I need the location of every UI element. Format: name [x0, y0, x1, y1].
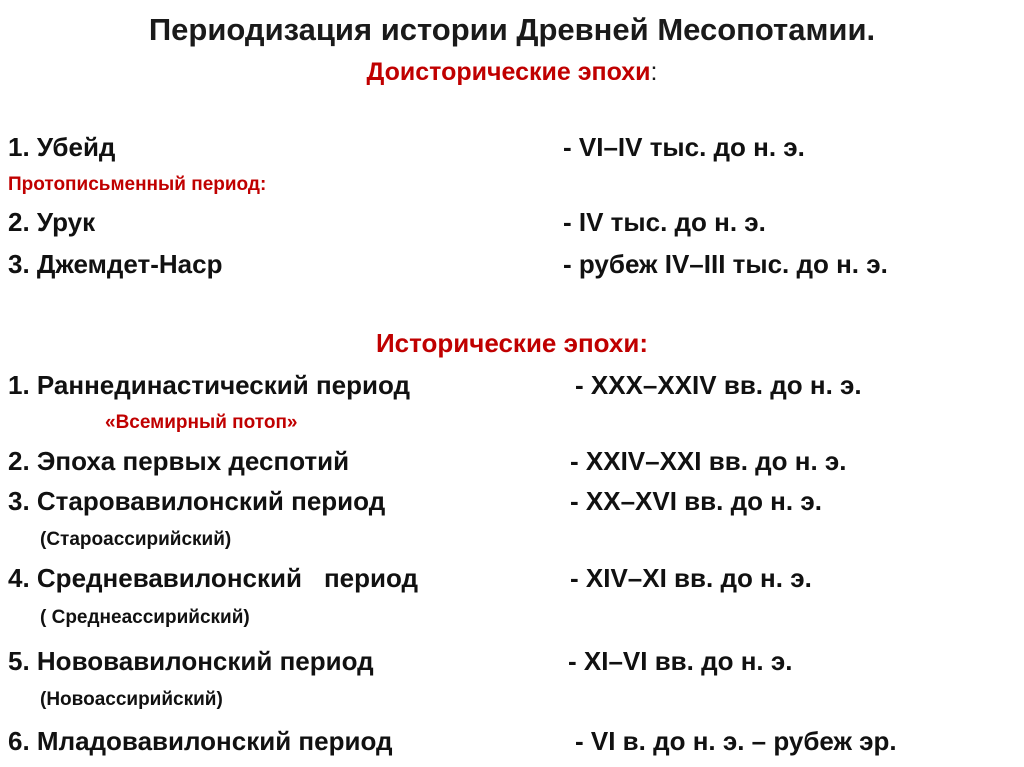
page-title: Периодизация истории Древней Месопотамии.	[148, 12, 876, 47]
note-middle-assyrian: ( Среднеассирийский)	[40, 607, 250, 628]
row-name-middle-babylonian	[8, 565, 418, 591]
prehistoric-heading	[0, 60, 1024, 85]
row-name-uruk: 2. Урук	[8, 207, 96, 237]
historic-heading: Исторические эпохи:	[375, 328, 649, 358]
row-date-middle-babylonian: - XIV–XI вв. до н. э.	[570, 563, 812, 593]
row-date-jemdet-nasr: - рубеж IV–III тыс. до н. э.	[563, 249, 888, 279]
prehistoric-heading-colon: :	[650, 58, 658, 86]
prehistoric-heading-text: Доисторические эпохи	[366, 58, 651, 86]
row-name-jemdet-nasr: 3. Джемдет-Наср	[8, 249, 223, 279]
row-date-first-despotisms: - XXIV–XXI вв. до н. э.	[570, 446, 847, 476]
row-name-middle-babylonian-a: 4. Средневавилонский	[8, 563, 302, 593]
note-neo-assyrian: (Новоассирийский)	[40, 689, 223, 710]
row-name-early-dynastic: 1. Раннединастический период	[8, 370, 411, 400]
row-name-first-despotisms: 2. Эпоха первых деспотий	[8, 446, 350, 476]
row-date-uruk: - IV тыс. до н. э.	[563, 207, 766, 237]
row-name-old-babylonian: 3. Старовавилонский период	[8, 486, 386, 516]
row-date-old-babylonian: - XX–XVI вв. до н. э.	[570, 486, 822, 516]
row-date-ubaid: - VI–IV тыс. до н. э.	[563, 132, 805, 162]
row-date-late-babylonian: - VI в. до н. э. – рубеж эр.	[575, 726, 897, 756]
row-name-ubaid: 1. Убейд	[8, 132, 116, 162]
row-date-neo-babylonian: - XI–VI вв. до н. э.	[568, 646, 793, 676]
row-name-late-babylonian: 6. Младовавилонский период	[8, 726, 393, 756]
row-date-early-dynastic: - XXX–XXIV вв. до н. э.	[575, 370, 862, 400]
note-great-flood: «Всемирный потоп»	[105, 412, 298, 433]
note-old-assyrian: (Староассирийский)	[40, 529, 232, 550]
row-name-neo-babylonian: 5. Нововавилонский период	[8, 646, 374, 676]
row-name-middle-babylonian-b: период	[323, 563, 419, 593]
protowriting-heading: Протописьменный период:	[8, 174, 267, 195]
